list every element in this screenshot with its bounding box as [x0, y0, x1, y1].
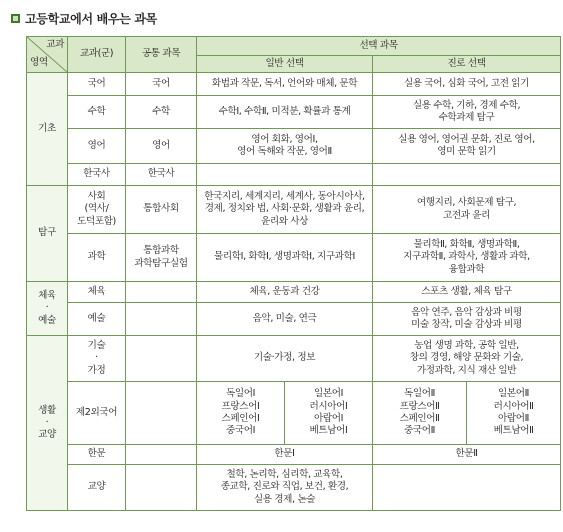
- table-row: [27, 129, 561, 164]
- table-row: [27, 164, 561, 186]
- general-line: 경제, 정치와 법, 사회·문화, 생활과 윤리,: [204, 203, 365, 215]
- table-row: [27, 303, 561, 336]
- career-line: 실용 수학, 기하, 경제 수학,: [412, 99, 521, 111]
- language-item: 중국어Ⅱ: [404, 425, 435, 437]
- group-line: (역사/: [84, 203, 109, 215]
- general-line: 한국지리, 세계지리, 세계사, 동아시아사,: [204, 191, 365, 203]
- common-cell: 통합사회: [126, 186, 197, 234]
- group-cell: 한국사: [68, 164, 126, 186]
- career-cell: [373, 164, 561, 186]
- language-item: 중국어Ⅰ: [225, 425, 256, 437]
- language-item: 일본어Ⅰ: [313, 388, 344, 400]
- group-cell: 수학: [68, 96, 126, 129]
- career-line: 수학과제 탐구: [438, 112, 495, 123]
- common-cell: [126, 382, 197, 445]
- career-cell-a: [373, 382, 467, 445]
- career-line: 융합과학: [448, 263, 485, 275]
- header-corner-area: 영역: [30, 56, 48, 68]
- common-cell: [126, 445, 197, 465]
- header-general: 일반 선택: [197, 56, 373, 73]
- group-cell: 제2외국어: [68, 382, 126, 445]
- general-cell: [197, 186, 373, 234]
- group-cell: 체육: [68, 282, 126, 303]
- language-item: 베트남어Ⅱ: [493, 425, 534, 437]
- group-cell: [68, 186, 126, 234]
- career-cell: [373, 465, 561, 511]
- group-cell: 과학: [68, 234, 126, 282]
- general-line: 영어 독해와 작문, 영어Ⅱ: [237, 146, 332, 157]
- header-corner: [27, 37, 68, 73]
- area-basic: 기초: [27, 73, 68, 186]
- group-cell: [68, 336, 126, 382]
- table-row: [27, 282, 561, 303]
- language-item: 프랑스어Ⅱ: [399, 400, 440, 412]
- area-arts: [27, 282, 68, 336]
- career-cell: [373, 234, 561, 282]
- career-cell: 한문Ⅱ: [373, 445, 561, 465]
- career-line: 고전과 윤리: [443, 209, 490, 221]
- general-cell: 기술·가정, 정보: [197, 336, 373, 382]
- common-cell: [126, 336, 197, 382]
- title-square-icon: [11, 14, 20, 23]
- group-line: 사회: [87, 191, 106, 203]
- general-cell: 수학Ⅰ, 수학Ⅱ, 미적분, 확률과 통계: [197, 96, 373, 129]
- language-item: 아랍어Ⅱ: [498, 413, 529, 424]
- header-common: 공통 과목: [126, 37, 197, 73]
- common-cell: 국어: [126, 73, 197, 96]
- general-line: 윤리와 사상: [261, 215, 308, 227]
- language-item: 러시아어Ⅰ: [309, 400, 348, 412]
- career-line: 실용 영어, 영어권 문화, 진로 영어,: [398, 133, 535, 145]
- table-row: [27, 336, 561, 382]
- general-cell: 화법과 작문, 독서, 언어와 매체, 문학: [197, 73, 373, 96]
- career-cell: [373, 129, 561, 164]
- common-cell: 영어: [126, 129, 197, 164]
- area-line: 예술: [38, 314, 56, 326]
- general-cell: 한문Ⅰ: [197, 445, 373, 465]
- general-cell: [197, 164, 373, 186]
- career-cell: [373, 96, 561, 129]
- area-line: ·: [45, 416, 49, 428]
- general-cell: 물리학Ⅰ, 화학Ⅰ, 생명과학Ⅰ, 지구과학Ⅰ: [197, 234, 373, 282]
- common-cell: 수학: [126, 96, 197, 129]
- language-item: 독일어Ⅱ: [404, 388, 435, 400]
- area-explore: 탐구: [27, 186, 68, 282]
- area-line: 체육: [38, 290, 56, 302]
- header-elective: 선택 과목: [197, 37, 561, 56]
- career-line: 미술 창작, 미술 감상과 비평: [411, 319, 522, 330]
- career-line: 여행지리, 사회문제 탐구,: [416, 197, 517, 209]
- common-cell: [126, 465, 197, 511]
- table-row: [27, 465, 561, 511]
- table-row: [27, 186, 561, 234]
- language-item: 스페인어Ⅰ: [221, 413, 260, 424]
- career-cell: [373, 303, 561, 336]
- common-line: 과학탐구실험: [134, 257, 188, 269]
- table-row: [27, 96, 561, 129]
- group-cell: 영어: [68, 129, 126, 164]
- group-line: 도덕포함): [77, 215, 116, 227]
- language-item: 일본어Ⅱ: [498, 388, 529, 400]
- table-row: [27, 234, 561, 282]
- general-line: 영어 회화, 영어Ⅰ,: [251, 133, 318, 145]
- group-line: 가정: [87, 364, 106, 376]
- section-title: [11, 8, 157, 28]
- career-line: 영미 문학 읽기: [437, 146, 496, 157]
- general-line: 실용 경제, 논술: [253, 493, 316, 505]
- common-cell: [126, 282, 197, 303]
- language-item: 아랍어Ⅰ: [313, 413, 344, 424]
- header-career: 진로 선택: [373, 56, 561, 73]
- career-line: 음악 연주, 음악 감상과 비평: [411, 306, 522, 318]
- career-line: 가정과학, 지식 재산 일반: [416, 364, 517, 376]
- area-line: 교양: [38, 429, 56, 441]
- area-life: [27, 336, 68, 511]
- general-cell: 체육, 운동과 건강: [197, 282, 373, 303]
- group-cell: 국어: [68, 73, 126, 96]
- title-text: 고등학교에서 배우는 과목: [25, 11, 157, 26]
- language-item: 러시아어Ⅱ: [493, 400, 534, 412]
- career-cell: 스포츠 생활, 체육 탐구: [373, 282, 561, 303]
- general-cell-b: [285, 382, 373, 445]
- language-item: 독일어Ⅰ: [225, 388, 256, 400]
- header-group: 교과(군): [68, 37, 126, 73]
- area-line: 생활: [38, 404, 56, 416]
- table-row: [27, 382, 561, 445]
- table-row: [27, 73, 561, 96]
- common-cell: [126, 303, 197, 336]
- curriculum-table: [26, 36, 561, 511]
- career-cell-b: [467, 382, 561, 445]
- career-cell: [373, 186, 561, 234]
- general-cell: 음악, 미술, 연극: [197, 303, 373, 336]
- career-cell: [373, 336, 561, 382]
- group-cell: 한문: [68, 445, 126, 465]
- general-cell: [197, 129, 373, 164]
- language-item: 스페인어Ⅱ: [399, 413, 440, 424]
- general-cell: [197, 465, 373, 511]
- common-cell: 한국사: [126, 164, 197, 186]
- common-cell: [126, 234, 197, 282]
- group-line: ·: [95, 352, 98, 364]
- common-line: 통합과학: [143, 245, 179, 257]
- group-cell: 예술: [68, 303, 126, 336]
- career-cell: 실용 국어, 심화 국어, 고전 읽기: [373, 73, 561, 96]
- language-item: 프랑스어Ⅰ: [221, 400, 260, 412]
- career-line: 물리학Ⅱ, 화학Ⅱ, 생명과학Ⅱ,: [413, 239, 520, 251]
- general-line: 종교학, 진로와 직업, 보건, 환경,: [220, 481, 349, 493]
- header-corner-subject: 교과: [46, 39, 64, 50]
- general-line: 철학, 논리학, 심리학, 교육학,: [226, 469, 343, 481]
- language-item: 베트남어Ⅰ: [309, 425, 348, 437]
- general-cell-a: [197, 382, 285, 445]
- group-cell: 교양: [68, 465, 126, 511]
- career-line: 지구과학Ⅱ, 과학사, 생활과 과학,: [403, 251, 530, 263]
- career-line: 농업 생명 과학, 공학 일반,: [414, 340, 519, 352]
- career-line: 창의 경영, 해양 문화와 기술,: [409, 352, 524, 364]
- group-line: 기술: [87, 340, 106, 352]
- area-line: ·: [45, 302, 49, 314]
- table-row: [27, 445, 561, 465]
